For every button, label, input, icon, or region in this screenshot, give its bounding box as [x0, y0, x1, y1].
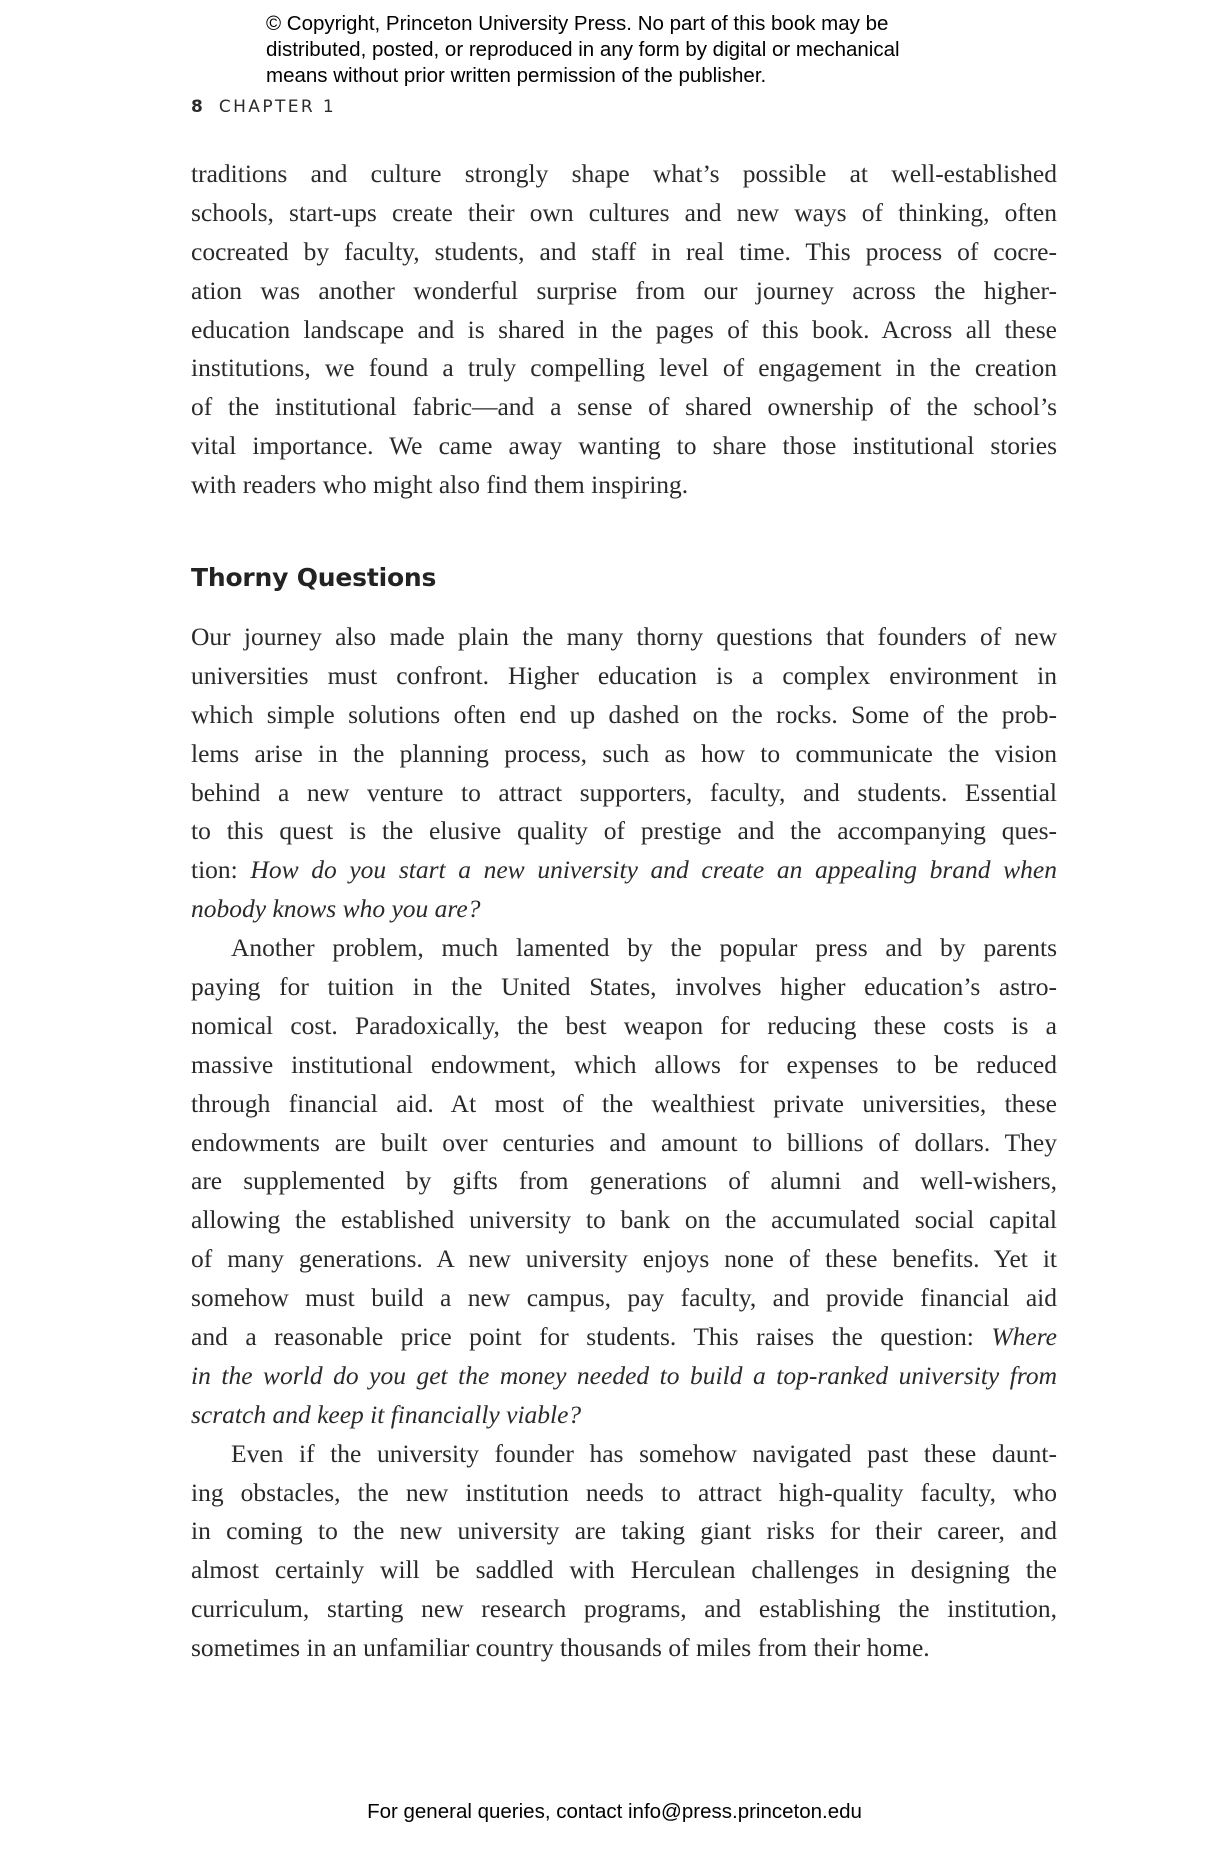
- text-line: [191, 1162, 1057, 1201]
- italic-text: in the world do you get the money needed to build a top-ranked university from: [191, 1360, 1057, 1390]
- paragraph-traditions: [191, 155, 1057, 505]
- text-run: almost certainly will be saddled with Herculean challenges in designing the: [191, 1555, 1057, 1585]
- italic-text: Where: [991, 1322, 1057, 1352]
- text-run: allowing the established university to bank on the accumulated social capital: [191, 1205, 1057, 1235]
- text-run: ing obstacles, the new institution needs to attract high-quality faculty, who: [191, 1477, 1057, 1507]
- text-line: [191, 735, 1057, 774]
- text-run: endowments are built over centuries and amount to billions of dollars. They: [191, 1127, 1057, 1157]
- text-run: through financial aid. At most of the wealthiest private universities, these: [191, 1088, 1057, 1118]
- text-run: vital importance. We came away wanting to share those institutional stories: [191, 431, 1057, 461]
- text-line: [191, 774, 1057, 813]
- text-run: Our journey also made plain the many thorny questions that founders of new: [191, 622, 1057, 651]
- text-run: with readers who might also find them inspiring.: [191, 470, 689, 500]
- text-run: in coming to the new university are taking giant risks for their career, and: [191, 1516, 1057, 1546]
- text-run: are supplemented by gifts from generations of alumni and well-wishers,: [191, 1166, 1057, 1196]
- text-line: [191, 657, 1057, 696]
- text-line: [191, 1279, 1057, 1318]
- text-run: sometimes in an unfamiliar country thousands of miles from their home.: [191, 1633, 930, 1663]
- text-line: [191, 155, 1057, 194]
- text-line: [191, 427, 1057, 466]
- text-run: education landscape and is shared in the pages of this book. Across all these: [191, 314, 1057, 344]
- text-run: nomical cost. Paradoxically, the best weapon for reducing these costs is a: [191, 1010, 1057, 1040]
- section-heading: Thorny Questions: [191, 563, 437, 592]
- text-line: [191, 618, 1057, 657]
- text-line: [191, 1085, 1057, 1124]
- text-line: [191, 929, 1057, 968]
- text-run: paying for tuition in the United States, involves higher education’s astro-: [191, 972, 1057, 1002]
- copyright-line: means without prior written permission of the publisher.: [266, 64, 767, 87]
- text-run: and a reasonable price point for students. This raises the question:: [191, 1322, 992, 1352]
- text-run: cocreated by faculty, students, and staff in real time. This process of cocre-: [191, 236, 1057, 266]
- text-line: [191, 1007, 1057, 1046]
- text-line: [191, 466, 1057, 505]
- text-line: [191, 1240, 1057, 1279]
- text-line: [191, 968, 1057, 1007]
- text-run: curriculum, starting new research programs, and establishing the institution,: [191, 1594, 1057, 1624]
- text-line: [191, 1124, 1057, 1163]
- text-line: [191, 1435, 1057, 1474]
- text-line: [191, 1512, 1057, 1551]
- running-head: [191, 97, 336, 117]
- text-line: [191, 1396, 1057, 1435]
- text-run: schools, start-ups create their own cultures and new ways of thinking, often: [191, 197, 1057, 227]
- text-run: massive institutional endowment, which allows for expenses to be reduced: [191, 1049, 1057, 1079]
- text-line: [191, 349, 1057, 388]
- text-run: universities must confront. Higher education is a complex environment in: [191, 660, 1057, 690]
- text-line: [191, 1590, 1057, 1629]
- text-line: [191, 1201, 1057, 1240]
- text-line: [191, 696, 1057, 735]
- text-run: of the institutional fabric—and a sense of shared ownership of the school’s: [191, 392, 1057, 422]
- text-line: [191, 1551, 1057, 1590]
- text-run: institutions, we found a truly compelling level of engagement in the creation: [191, 353, 1057, 383]
- text-run: traditions and culture strongly shape what’s possible at well-established: [191, 159, 1057, 188]
- italic-text: scratch and keep it financially viable?: [191, 1399, 582, 1429]
- text-line: [191, 311, 1057, 350]
- text-line: [191, 851, 1057, 890]
- italic-text: nobody knows who you are?: [191, 894, 481, 924]
- page-number: 8: [191, 97, 203, 117]
- text-run: Even if the university founder has somehow navigated past these daunt-: [231, 1438, 1057, 1468]
- text-run: behind a new venture to attract supporters, faculty, and students. Essential: [191, 777, 1057, 807]
- text-line: [191, 233, 1057, 272]
- text-run: lems arise in the planning process, such as how to communicate the vision: [191, 738, 1057, 768]
- copyright-notice: [266, 11, 1026, 89]
- text-run: tion:: [191, 855, 251, 885]
- text-line: [191, 1357, 1057, 1396]
- text-run: which simple solutions often end up dashed on the rocks. Some of the prob-: [191, 699, 1057, 729]
- text-line: [191, 1629, 1057, 1668]
- text-line: [191, 1318, 1057, 1357]
- text-run: to this quest is the elusive quality of prestige and the accompanying ques-: [191, 816, 1057, 846]
- text-line: [191, 812, 1057, 851]
- footer-contact: For general queries, contact info@press.princeton.edu: [367, 1800, 862, 1823]
- text-line: [191, 1474, 1057, 1513]
- text-line: [191, 1046, 1057, 1085]
- text-run: somehow must build a new campus, pay faculty, and provide financial aid: [191, 1283, 1057, 1313]
- text-run: ation was another wonderful surprise from our journey across the higher-: [191, 275, 1057, 305]
- text-run: Another problem, much lamented by the popular press and by parents: [231, 933, 1057, 963]
- copyright-line: distributed, posted, or reproduced in any form by digital or mechanical: [266, 38, 900, 61]
- text-line: [191, 272, 1057, 311]
- text-line: [191, 890, 1057, 929]
- text-line: [191, 388, 1057, 427]
- copyright-line: © Copyright, Princeton University Press. No part of this book may be: [266, 12, 889, 35]
- chapter-label: CHAPTER 1: [218, 97, 337, 117]
- text-line: [191, 194, 1057, 233]
- section-thorny-questions-body: [191, 618, 1057, 1668]
- italic-text: How do you start a new university and create an appealing brand when: [250, 855, 1057, 885]
- text-run: of many generations. A new university enjoys none of these benefits. Yet it: [191, 1244, 1057, 1274]
